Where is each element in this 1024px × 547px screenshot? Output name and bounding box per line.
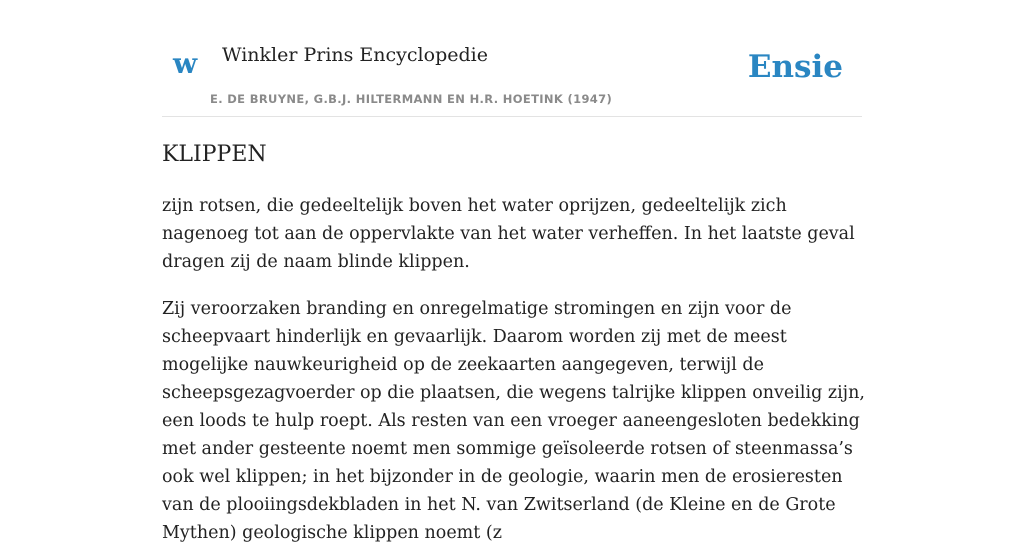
book-authors: E. DE BRUYNE, G.B.J. HILTERMANN EN H.R. HOETINK (1947) bbox=[210, 92, 613, 106]
site-header bbox=[162, 0, 862, 117]
book-logo-icon[interactable]: w bbox=[173, 47, 198, 80]
article bbox=[162, 140, 867, 547]
book-title-link[interactable]: Winkler Prins Encyclopedie bbox=[222, 44, 488, 66]
article-paragraph-2: Zij veroorzaken branding en onregelmatige stromingen en zijn voor de scheepvaart hinderlijk en gevaarlijk. Daarom worden zij met de meest mogelijke nauwkeurigheid op de zeekaarten aangegeven, terwijl de scheepsgezagvoerder op die plaatsen, die wegens talrijke klippen onveilig zijn, een loods te hulp roept. Als resten van een vroeger aaneengesloten bedekking met ander gesteente noemt men sommige geïsoleerde rotsen of steenmassa’s ook wel klippen; in het bijzonder in de geologie, waarin men de erosieresten van de plooiingsdekbladen in het N. van Zwitserland (de Kleine en de Grote Mythen) geologische klippen noemt (z bbox=[162, 299, 865, 543]
entry-title: KLIPPEN bbox=[162, 142, 267, 167]
ensie-logo-link[interactable]: Ensie bbox=[747, 49, 843, 85]
article-paragraph-1: zijn rotsen, die gedeeltelijk boven het water oprijzen, gedeeltelijk zich nagenoeg tot aan de oppervlakte van het water verheffen. In het laatste geval dragen zij de naam blinde klippen. bbox=[162, 196, 855, 272]
